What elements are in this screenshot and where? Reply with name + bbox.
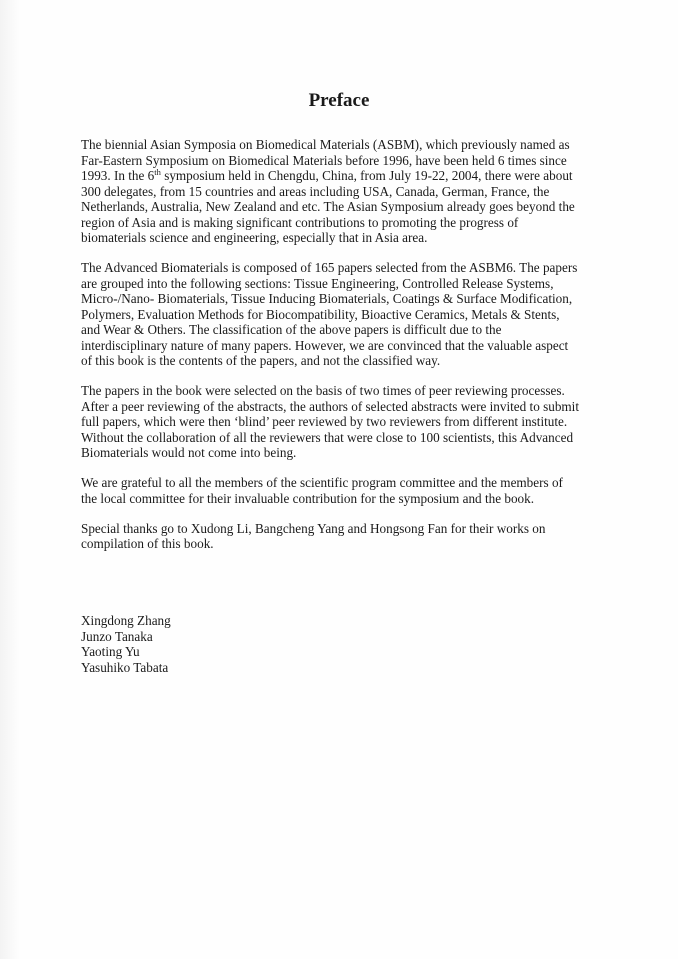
author-name: Yaoting Yu (81, 644, 140, 660)
text-line: After a peer reviewing of the abstracts, the authors of selected abstracts were invited to submit (81, 398, 580, 414)
text-line: region of Asia and is making significant contributions to promoting the progress of (81, 214, 519, 230)
paragraph-1 (81, 137, 621, 246)
page-title: Preface (308, 90, 370, 111)
text-line: Netherlands, Australia, New Zealand and etc. The Asian Symposium already goes beyond the (81, 199, 575, 214)
author-name: Junzo Tanaka (81, 628, 153, 644)
text-line: Far-Eastern Symposium on Biomedical Materials before 1996, have been held 6 times since (81, 152, 567, 168)
text-line: The biennial Asian Symposia on Biomedical Materials (ASBM), which previously named as (81, 137, 570, 152)
text-line: biomaterials science and engineering, especially that in Asia area. (81, 230, 428, 245)
paragraph-3 (81, 383, 621, 461)
text-fragment: symposium held in Chengdu, China, from July 19-22, 2004, there were about (160, 168, 573, 183)
text-line: The papers in the book were selected on the basis of two times of peer reviewing processes. (81, 383, 565, 398)
text-line: Micro-/Nano- Biomaterials, Tissue Inducing Biomaterials, Coatings & Surface Modification, (81, 291, 573, 306)
text-line: are grouped into the following sections: Tissue Engineering, Controlled Release Systems, (81, 275, 554, 291)
preface-body (81, 137, 621, 566)
paragraph-2 (81, 260, 621, 369)
author-name: Xingdong Zhang (81, 613, 171, 628)
text-line: of this book is the contents of the papers, and not the classified way. (81, 353, 441, 368)
author-list (81, 613, 171, 675)
paragraph-5 (81, 521, 621, 552)
text-line: The Advanced Biomaterials is composed of 165 papers selected from the ASBM6. The papers (81, 260, 578, 275)
text-line: the local committee for their invaluable contribution for the symposium and the book. (81, 490, 535, 506)
text-line: Biomaterials would not come into being. (81, 445, 297, 460)
author-name: Yasuhiko Tabata (81, 659, 169, 675)
text-line: Without the collaboration of all the reviewers that were close to 100 scientists, this Advanced (81, 429, 574, 445)
text-line: We are grateful to all the members of the scientific program committee and the members of (81, 475, 563, 490)
paragraph-4 (81, 475, 621, 506)
text-line: and Wear & Others. The classification of the above papers is difficult due to the (81, 322, 502, 337)
text-line-with-superscript (81, 168, 621, 184)
text-line: Special thanks go to Xudong Li, Bangcheng Yang and Hongsong Fan for their works on (81, 520, 546, 536)
text-fragment: 1993. In the 6 (81, 168, 155, 183)
text-line: interdisciplinary nature of many papers. However, we are convinced that the valuable aspect (81, 337, 569, 353)
text-line: full papers, which were then ‘blind’ peer reviewed by two reviewers from different institute. (81, 414, 568, 429)
text-line: 300 delegates, from 15 countries and areas including USA, Canada, German, France, the (81, 183, 550, 199)
scan-edge-shadow (0, 0, 20, 959)
text-line: Polymers, Evaluation Methods for Biocompatibility, Bioactive Ceramics, Metals & Stents, (81, 306, 560, 322)
superscript: th (154, 167, 161, 177)
text-line: compilation of this book. (81, 536, 214, 551)
